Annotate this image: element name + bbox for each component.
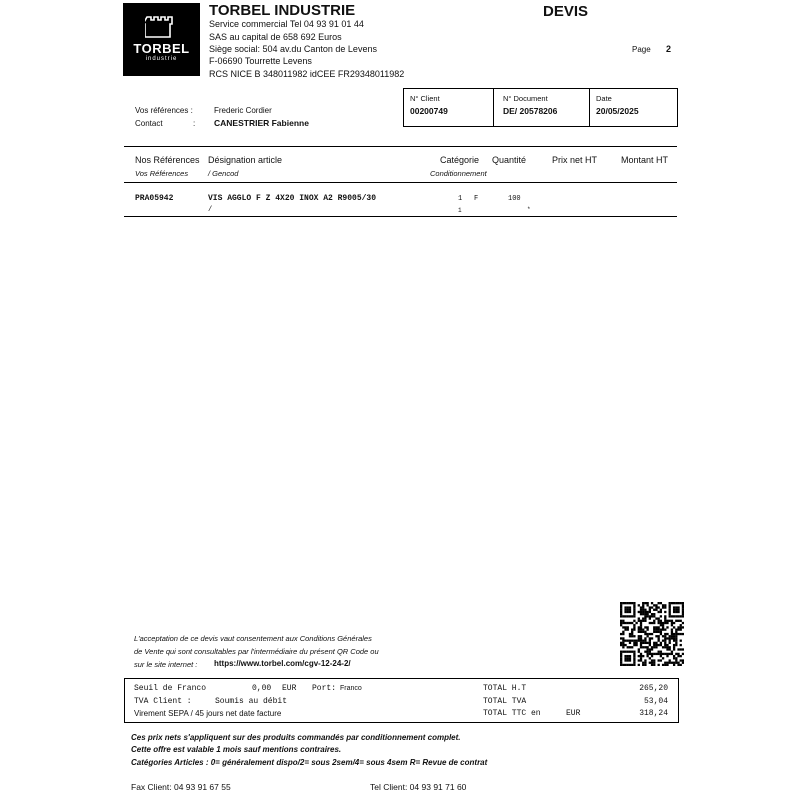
vos-references-value: Frederic Cordier: [214, 106, 272, 115]
client-number-value: 00200749: [410, 106, 448, 116]
payment-terms: Virement SEPA / 45 jours net date facture: [134, 709, 282, 718]
company-logo: [123, 3, 200, 76]
total-ttc-currency: EUR: [566, 709, 581, 718]
total-tva-label: TOTAL TVA: [483, 697, 527, 706]
footer-note-3: Catégories Articles : 0= généralement dispo/2= sous 2sem/4= sous 4sem R= Revue de contrat: [131, 758, 488, 767]
total-ht-value: 265,20: [639, 684, 668, 693]
col-conditionnement: Conditionnement: [430, 169, 487, 178]
row-conditionnement: 1: [458, 207, 462, 214]
client-number-label: N° Client: [410, 94, 440, 103]
seuil-franco-currency: EUR: [282, 684, 297, 693]
page-label: Page: [632, 45, 651, 54]
fax-client: Fax Client: 04 93 91 67 55: [131, 782, 231, 792]
contact-value: CANESTRIER Fabienne: [214, 118, 309, 128]
document-number-value: DE/ 20578206: [503, 106, 558, 116]
tva-client-label: TVA Client :: [134, 697, 192, 706]
cgv-link[interactable]: https://www.torbel.com/cgv-12-24-2/: [214, 659, 351, 668]
page-number: 2: [666, 44, 672, 54]
company-name: TORBEL INDUSTRIE: [209, 2, 356, 19]
document-title: DEVIS: [543, 3, 589, 20]
acceptance-line-2: de Vente qui sont consultables par l'intermédiaire du présent QR Code ou: [134, 647, 379, 656]
total-ht-label: TOTAL H.T: [483, 684, 527, 693]
acceptance-line-3: sur le site internet :: [134, 660, 198, 669]
col-gencod: / Gencod: [208, 169, 239, 178]
col-montant: Montant HT: [621, 155, 669, 165]
col-nos-references: Nos Références: [135, 155, 200, 165]
row-categorie: 1: [458, 195, 463, 203]
logo-brand-text: TORBEL: [133, 41, 190, 56]
col-prix-net: Prix net HT: [552, 155, 598, 165]
row-quantite: 100: [508, 195, 521, 203]
col-designation: Désignation article: [208, 155, 283, 165]
table-header-rule: [124, 182, 677, 183]
footer-note-2: Cette offre est valable 1 mois sauf mentions contraires.: [131, 745, 342, 754]
tva-client-value: Soumis au débit: [215, 697, 288, 706]
col-vos-references: Vos Références: [135, 169, 189, 178]
date-label: Date: [596, 94, 612, 103]
tel-client: Tel Client: 04 93 91 71 60: [370, 782, 467, 792]
footer-note-1: Ces prix nets s'appliquent sur des produits commandés par conditionnement complet.: [131, 733, 461, 742]
total-tva-value: 53,04: [643, 697, 668, 706]
company-line-city: F-06690 Tourrette Levens: [209, 56, 312, 66]
info-box-divider: [589, 88, 590, 126]
table-bottom-rule: [124, 216, 677, 217]
acceptance-line-1: L'acceptation de ce devis vaut consentement aux Conditions Générales: [134, 634, 372, 643]
col-quantite: Quantité: [492, 155, 527, 165]
table-top-rule: [124, 146, 677, 147]
contact-colon: :: [193, 119, 196, 128]
date-value: 20/05/2025: [596, 106, 639, 116]
row-reference: PRA05942: [135, 194, 174, 203]
tower-icon: [145, 16, 178, 38]
seuil-franco-label: Seuil de Franco: [134, 684, 207, 693]
row-categorie-code: F: [474, 195, 479, 203]
port-label: Port:: [312, 684, 337, 693]
seuil-franco-value: 0,00: [252, 684, 272, 693]
row-designation: VIS AGGLO F Z 4X20 INOX A2 R9005/30: [208, 194, 377, 203]
vos-references-label: Vos références :: [135, 106, 193, 115]
total-ttc-value: 318,24: [639, 709, 668, 718]
port-value: Franco: [340, 685, 362, 692]
row-designation-sub: /: [208, 206, 213, 214]
total-ttc-label: TOTAL TTC en: [483, 709, 541, 718]
company-line-service: Service commercial Tel 04 93 91 01 44: [209, 19, 364, 29]
company-line-address: Siège social: 504 av.du Canton de Levens: [209, 44, 377, 54]
logo-sub-text: industrie: [145, 56, 178, 62]
info-box-divider: [493, 88, 494, 126]
col-categorie: Catégorie: [440, 155, 480, 165]
contact-label: Contact: [135, 119, 163, 128]
row-quantite-sub: *: [527, 206, 531, 213]
company-line-rcs: RCS NICE B 348011982 idCEE FR29348011982: [209, 69, 405, 79]
document-number-label: N° Document: [503, 94, 548, 103]
qr-code: [620, 602, 684, 666]
company-line-capital: SAS au capital de 658 692 Euros: [209, 32, 342, 42]
